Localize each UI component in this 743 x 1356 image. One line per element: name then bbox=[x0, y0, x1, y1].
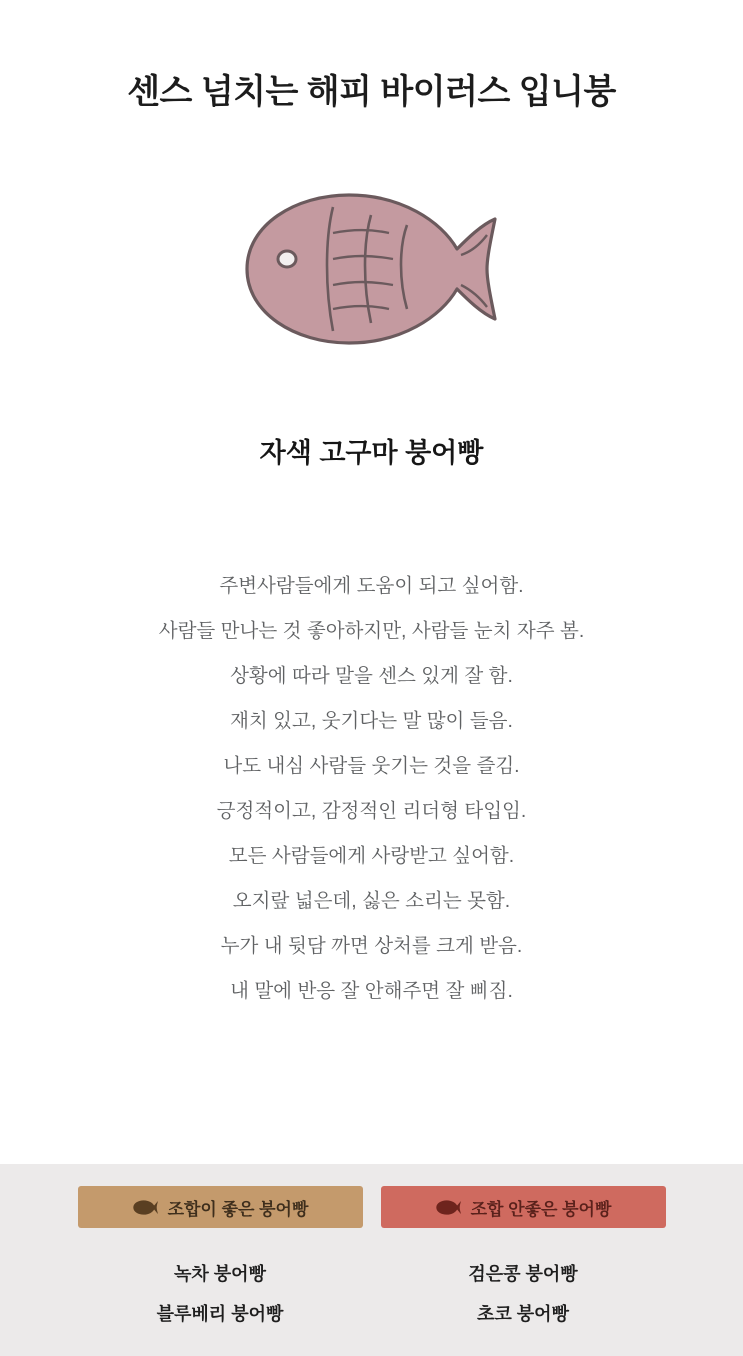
title-section bbox=[0, 0, 743, 113]
fish-bread-icon bbox=[227, 179, 517, 359]
good-match-label: 조합이 좋은 붕어빵 bbox=[167, 1199, 309, 1219]
list-item: 녹차 붕어빵 bbox=[174, 1264, 266, 1284]
description-line: 재치 있고, 웃기다는 말 많이 들음. bbox=[230, 710, 513, 732]
subtitle-underline bbox=[254, 470, 490, 479]
good-match-badge bbox=[78, 1186, 363, 1228]
bad-match-label: 조합 안좋은 붕어빵 bbox=[470, 1199, 612, 1219]
description-line: 나도 내심 사람들 웃기는 것을 즐김. bbox=[223, 755, 520, 777]
list-item: 검은콩 붕어빵 bbox=[468, 1264, 578, 1284]
fish-bread-illustration bbox=[0, 169, 743, 369]
result-type-name bbox=[254, 431, 490, 472]
list-item: 블루베리 붕어빵 bbox=[156, 1304, 284, 1324]
subtitle-section bbox=[0, 431, 743, 472]
description-line: 긍정적이고, 감정적인 리더형 타입임. bbox=[216, 800, 527, 822]
description-line: 내 말에 반응 잘 안해주면 잘 삐짐. bbox=[230, 980, 513, 1002]
fish-bread-icon bbox=[132, 1199, 158, 1216]
description-line: 오지랖 넓은데, 싫은 소리는 못함. bbox=[232, 890, 511, 912]
good-match-list bbox=[78, 1254, 363, 1334]
description-line: 주변사람들에게 도움이 되고 싶어함. bbox=[219, 575, 524, 597]
bad-match-badge bbox=[381, 1186, 666, 1228]
description-line: 모든 사람들에게 사랑받고 싶어함. bbox=[228, 845, 515, 867]
list-item: 초코 붕어빵 bbox=[477, 1304, 569, 1324]
fish-bread-icon bbox=[435, 1199, 461, 1216]
compatibility-section bbox=[0, 1164, 743, 1356]
badge-row bbox=[0, 1186, 743, 1228]
compatibility-lists bbox=[0, 1254, 743, 1334]
description-line: 사람들 만나는 것 좋아하지만, 사람들 눈치 자주 봄. bbox=[158, 620, 585, 642]
description-line: 누가 내 뒷담 까면 상처를 크게 받음. bbox=[220, 935, 523, 957]
description-list bbox=[0, 564, 743, 1014]
page-title: 센스 넘치는 해피 바이러스 입니붕 bbox=[127, 73, 616, 111]
bad-match-list bbox=[381, 1254, 666, 1334]
subtitle-text: 자색 고구마 붕어빵 bbox=[259, 438, 484, 468]
description-line: 상황에 따라 말을 센스 있게 잘 함. bbox=[230, 665, 513, 687]
